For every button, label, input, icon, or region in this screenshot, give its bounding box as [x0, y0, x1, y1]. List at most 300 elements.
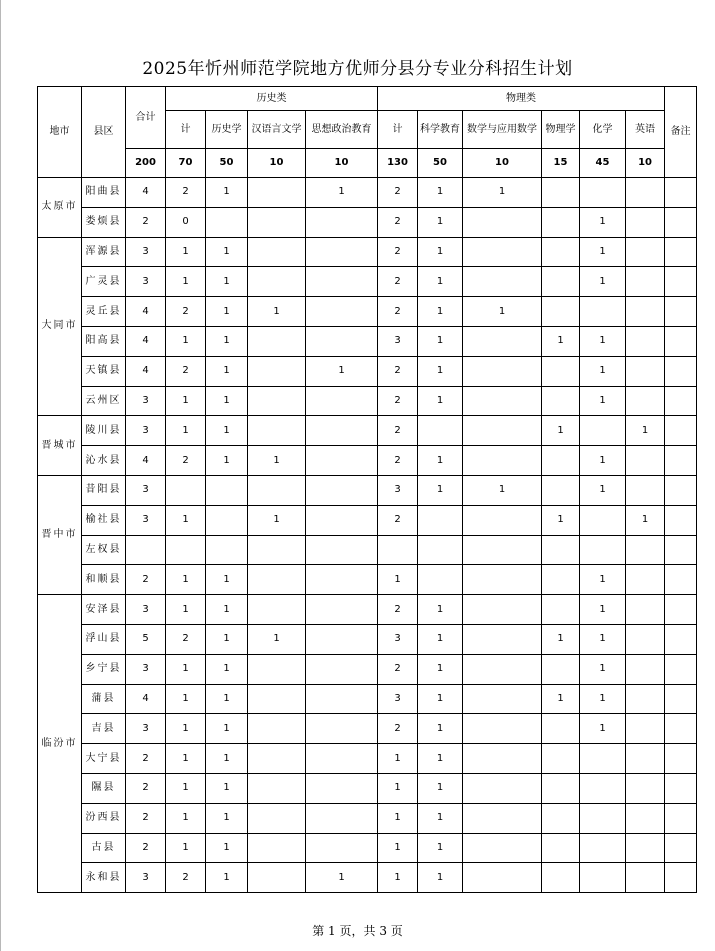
quota-cell: 2 — [378, 595, 418, 625]
header-total: 合计 — [126, 87, 166, 149]
quota-cell: 1 — [378, 833, 418, 863]
quota-cell: 3 — [126, 863, 166, 893]
quota-cell: 2 — [126, 803, 166, 833]
county-cell: 古县 — [82, 833, 126, 863]
quota-cell — [626, 326, 665, 356]
quota-cell — [626, 684, 665, 714]
quota-cell — [463, 386, 542, 416]
table-row — [38, 595, 697, 625]
quota-cell: 2 — [126, 833, 166, 863]
quota-cell: 1 — [418, 684, 463, 714]
quota-cell: 2 — [166, 863, 206, 893]
city-cell: 晋中市 — [38, 475, 82, 594]
quota-cell: 1 — [580, 595, 626, 625]
quota-cell: 1 — [248, 624, 306, 654]
quota-cell: 1 — [206, 833, 248, 863]
quota-cell — [306, 773, 378, 803]
quota-cell — [580, 863, 626, 893]
quota-cell: 3 — [126, 595, 166, 625]
county-cell: 阳曲县 — [82, 178, 126, 208]
quota-cell — [542, 297, 580, 327]
remarks-cell — [665, 684, 697, 714]
city-cell: 临汾市 — [38, 595, 82, 893]
remarks-cell — [665, 207, 697, 237]
remarks-cell — [665, 267, 697, 297]
quota-cell: 1 — [166, 833, 206, 863]
quota-cell: 1 — [580, 356, 626, 386]
quota-cell: 1 — [580, 326, 626, 356]
quota-cell: 1 — [542, 624, 580, 654]
county-cell: 天镇县 — [82, 356, 126, 386]
table-row — [38, 624, 697, 654]
quota-cell: 1 — [166, 684, 206, 714]
table-row — [38, 773, 697, 803]
quota-cell — [248, 416, 306, 446]
quota-cell: 1 — [463, 178, 542, 208]
total-value: 15 — [542, 149, 580, 178]
quota-cell: 1 — [542, 416, 580, 446]
quota-cell — [248, 207, 306, 237]
quota-cell — [580, 833, 626, 863]
quota-cell — [542, 237, 580, 267]
quota-cell — [542, 386, 580, 416]
quota-cell — [580, 505, 626, 535]
remarks-cell — [665, 535, 697, 565]
table-row — [38, 654, 697, 684]
quota-cell: 2 — [378, 386, 418, 416]
quota-cell — [542, 863, 580, 893]
quota-cell: 2 — [378, 356, 418, 386]
quota-cell: 5 — [126, 624, 166, 654]
quota-cell — [306, 803, 378, 833]
quota-cell: 1 — [206, 863, 248, 893]
city-cell: 晋城市 — [38, 416, 82, 476]
quota-cell: 1 — [418, 237, 463, 267]
remarks-cell — [665, 386, 697, 416]
quota-cell — [206, 505, 248, 535]
quota-cell — [463, 505, 542, 535]
quota-cell — [306, 833, 378, 863]
total-value: 130 — [378, 149, 418, 178]
quota-cell — [306, 535, 378, 565]
total-value: 10 — [306, 149, 378, 178]
header-history-major: 历史学 — [206, 111, 248, 149]
quota-cell — [248, 237, 306, 267]
quota-cell — [463, 356, 542, 386]
total-value: 10 — [626, 149, 665, 178]
quota-cell: 0 — [166, 207, 206, 237]
remarks-cell — [665, 565, 697, 595]
table-row — [38, 714, 697, 744]
remarks-cell — [665, 773, 697, 803]
quota-cell — [463, 654, 542, 684]
quota-cell — [306, 267, 378, 297]
quota-cell — [166, 475, 206, 505]
quota-cell — [418, 565, 463, 595]
total-value: 10 — [248, 149, 306, 178]
quota-cell: 4 — [126, 684, 166, 714]
quota-cell: 1 — [418, 207, 463, 237]
quota-cell: 2 — [378, 267, 418, 297]
quota-cell — [542, 207, 580, 237]
quota-cell: 1 — [418, 863, 463, 893]
quota-cell — [463, 535, 542, 565]
quota-cell — [626, 267, 665, 297]
quota-cell — [626, 803, 665, 833]
quota-cell — [248, 803, 306, 833]
quota-cell — [626, 744, 665, 774]
quota-cell — [248, 535, 306, 565]
quota-cell — [542, 178, 580, 208]
quota-cell: 1 — [542, 684, 580, 714]
quota-cell — [463, 744, 542, 774]
quota-cell: 1 — [206, 356, 248, 386]
quota-cell — [626, 207, 665, 237]
quota-cell — [580, 744, 626, 774]
header-chinese-literature: 汉语言文学 — [248, 111, 306, 149]
quota-cell — [306, 386, 378, 416]
quota-cell — [580, 178, 626, 208]
header-county: 县区 — [82, 87, 126, 178]
header-remarks: 备注 — [665, 87, 697, 178]
table-row — [38, 178, 697, 208]
quota-cell: 3 — [126, 386, 166, 416]
quota-cell — [626, 624, 665, 654]
table-row — [38, 446, 697, 476]
remarks-cell — [665, 326, 697, 356]
quota-cell — [418, 416, 463, 446]
table-row — [38, 416, 697, 446]
quota-cell: 1 — [206, 446, 248, 476]
quota-cell: 1 — [378, 803, 418, 833]
table-row — [38, 326, 697, 356]
header-physics-major: 物理学 — [542, 111, 580, 149]
quota-cell — [248, 714, 306, 744]
quota-cell: 2 — [166, 356, 206, 386]
quota-cell: 3 — [126, 475, 166, 505]
quota-cell — [626, 356, 665, 386]
quota-cell: 1 — [418, 833, 463, 863]
quota-cell: 1 — [378, 565, 418, 595]
quota-cell: 2 — [378, 237, 418, 267]
quota-cell — [542, 654, 580, 684]
quota-cell: 1 — [206, 267, 248, 297]
quota-cell — [306, 207, 378, 237]
quota-cell — [378, 535, 418, 565]
county-cell: 隰县 — [82, 773, 126, 803]
table-row — [38, 356, 697, 386]
quota-cell: 1 — [378, 744, 418, 774]
quota-cell — [306, 565, 378, 595]
quota-cell: 1 — [166, 565, 206, 595]
quota-cell — [166, 535, 206, 565]
quota-cell: 1 — [166, 416, 206, 446]
quota-cell — [626, 178, 665, 208]
remarks-cell — [665, 297, 697, 327]
header-mathematics: 数学与应用数学 — [463, 111, 542, 149]
county-cell: 安泽县 — [82, 595, 126, 625]
quota-cell: 2 — [166, 178, 206, 208]
quota-cell — [626, 833, 665, 863]
quota-cell: 1 — [542, 326, 580, 356]
quota-cell: 1 — [166, 595, 206, 625]
county-cell: 浮山县 — [82, 624, 126, 654]
quota-cell: 1 — [580, 714, 626, 744]
quota-cell: 2 — [166, 446, 206, 476]
quota-cell — [463, 624, 542, 654]
quota-cell: 3 — [126, 237, 166, 267]
quota-cell: 1 — [166, 326, 206, 356]
quota-cell: 1 — [206, 386, 248, 416]
quota-cell: 1 — [166, 237, 206, 267]
table-row — [38, 297, 697, 327]
quota-cell: 3 — [126, 505, 166, 535]
quota-cell: 1 — [580, 237, 626, 267]
quota-cell — [248, 267, 306, 297]
quota-cell — [626, 475, 665, 505]
quota-cell: 2 — [378, 416, 418, 446]
county-cell: 广灵县 — [82, 267, 126, 297]
quota-cell: 1 — [418, 803, 463, 833]
header-physics-group: 物理类 — [378, 87, 665, 111]
quota-cell — [248, 565, 306, 595]
quota-cell: 3 — [126, 714, 166, 744]
header-history-subtotal: 计 — [166, 111, 206, 149]
quota-cell: 1 — [206, 654, 248, 684]
quota-cell: 2 — [166, 624, 206, 654]
quota-cell — [206, 207, 248, 237]
header-science-education: 科学教育 — [418, 111, 463, 149]
header-chemistry: 化学 — [580, 111, 626, 149]
quota-cell — [418, 535, 463, 565]
quota-cell — [542, 356, 580, 386]
quota-cell: 2 — [378, 207, 418, 237]
table-row — [38, 475, 697, 505]
quota-cell — [542, 267, 580, 297]
header-physics-subtotal: 计 — [378, 111, 418, 149]
quota-cell — [626, 535, 665, 565]
county-cell: 汾西县 — [82, 803, 126, 833]
quota-cell: 1 — [166, 654, 206, 684]
quota-cell: 1 — [206, 416, 248, 446]
quota-cell — [463, 773, 542, 803]
county-cell: 蒲县 — [82, 684, 126, 714]
quota-cell: 3 — [126, 416, 166, 446]
quota-cell: 3 — [378, 624, 418, 654]
quota-cell — [248, 773, 306, 803]
quota-cell — [306, 654, 378, 684]
county-cell: 娄烦县 — [82, 207, 126, 237]
quota-cell — [206, 475, 248, 505]
quota-cell — [248, 178, 306, 208]
quota-cell — [418, 505, 463, 535]
county-cell: 左权县 — [82, 535, 126, 565]
quota-cell: 1 — [378, 773, 418, 803]
quota-cell: 1 — [418, 446, 463, 476]
quota-cell: 1 — [248, 505, 306, 535]
quota-cell — [542, 446, 580, 476]
quota-cell: 1 — [580, 267, 626, 297]
quota-cell: 1 — [418, 744, 463, 774]
quota-cell: 2 — [126, 207, 166, 237]
quota-cell — [542, 595, 580, 625]
quota-cell — [463, 833, 542, 863]
quota-cell — [248, 595, 306, 625]
total-value: 70 — [166, 149, 206, 178]
county-cell: 昔阳县 — [82, 475, 126, 505]
quota-cell: 1 — [306, 356, 378, 386]
quota-cell: 2 — [126, 744, 166, 774]
quota-cell: 1 — [166, 773, 206, 803]
quota-cell — [306, 624, 378, 654]
county-cell: 云州区 — [82, 386, 126, 416]
remarks-cell — [665, 356, 697, 386]
quota-cell — [248, 356, 306, 386]
quota-cell: 1 — [580, 446, 626, 476]
remarks-cell — [665, 714, 697, 744]
quota-cell: 1 — [418, 326, 463, 356]
remarks-cell — [665, 833, 697, 863]
header-city: 地市 — [38, 87, 82, 178]
remarks-cell — [665, 595, 697, 625]
quota-cell: 1 — [248, 446, 306, 476]
city-cell: 太原市 — [38, 178, 82, 238]
quota-cell — [463, 446, 542, 476]
quota-cell — [463, 714, 542, 744]
quota-cell — [542, 714, 580, 744]
quota-cell — [580, 297, 626, 327]
county-cell: 乡宁县 — [82, 654, 126, 684]
quota-cell: 1 — [418, 773, 463, 803]
total-value: 50 — [206, 149, 248, 178]
total-value: 10 — [463, 149, 542, 178]
quota-cell — [626, 714, 665, 744]
quota-cell: 1 — [626, 505, 665, 535]
quota-cell: 1 — [418, 386, 463, 416]
quota-cell — [248, 475, 306, 505]
quota-cell — [463, 267, 542, 297]
quota-cell — [626, 565, 665, 595]
quota-cell — [463, 803, 542, 833]
table-row — [38, 803, 697, 833]
quota-cell: 1 — [418, 595, 463, 625]
quota-cell — [463, 863, 542, 893]
quota-cell: 1 — [166, 505, 206, 535]
remarks-cell — [665, 446, 697, 476]
quota-cell — [626, 773, 665, 803]
quota-cell — [463, 595, 542, 625]
quota-cell: 1 — [206, 297, 248, 327]
quota-cell — [626, 446, 665, 476]
quota-cell — [306, 684, 378, 714]
quota-cell — [306, 237, 378, 267]
quota-cell — [463, 326, 542, 356]
table-row — [38, 863, 697, 893]
total-value: 200 — [126, 149, 166, 178]
quota-cell — [248, 326, 306, 356]
remarks-cell — [665, 475, 697, 505]
county-cell: 阳高县 — [82, 326, 126, 356]
quota-cell: 4 — [126, 446, 166, 476]
quota-cell — [248, 833, 306, 863]
page-footer: 第 1 页，共 3 页 — [312, 924, 403, 938]
header-political-education: 思想政治教育 — [306, 111, 378, 149]
quota-cell — [580, 416, 626, 446]
county-cell: 灵丘县 — [82, 297, 126, 327]
quota-cell: 2 — [126, 565, 166, 595]
county-cell: 沁水县 — [82, 446, 126, 476]
quota-cell — [542, 475, 580, 505]
quota-cell: 1 — [206, 326, 248, 356]
quota-cell — [306, 297, 378, 327]
quota-cell — [463, 416, 542, 446]
quota-cell: 1 — [418, 714, 463, 744]
quota-cell: 1 — [418, 624, 463, 654]
quota-cell: 1 — [166, 267, 206, 297]
quota-cell: 2 — [378, 446, 418, 476]
county-cell: 浑源县 — [82, 237, 126, 267]
quota-cell — [463, 565, 542, 595]
quota-cell: 1 — [206, 773, 248, 803]
quota-cell: 1 — [206, 595, 248, 625]
quota-cell: 1 — [542, 505, 580, 535]
quota-cell — [463, 237, 542, 267]
document-title: 2025年忻州师范学院地方优师分县分专业分科招生计划 — [142, 59, 573, 79]
quota-cell — [248, 684, 306, 714]
quota-cell — [306, 416, 378, 446]
remarks-cell — [665, 237, 697, 267]
table-row — [38, 505, 697, 535]
table-row — [38, 833, 697, 863]
quota-cell: 2 — [378, 714, 418, 744]
quota-cell: 1 — [306, 178, 378, 208]
quota-cell — [248, 654, 306, 684]
page-left-edge — [0, 0, 1, 951]
quota-cell: 1 — [463, 475, 542, 505]
quota-cell: 1 — [580, 207, 626, 237]
quota-cell: 1 — [166, 714, 206, 744]
county-cell: 大宁县 — [82, 744, 126, 774]
county-cell: 陵川县 — [82, 416, 126, 446]
remarks-cell — [665, 863, 697, 893]
quota-cell: 1 — [378, 863, 418, 893]
quota-cell: 1 — [418, 297, 463, 327]
quota-cell — [626, 297, 665, 327]
quota-cell: 1 — [418, 267, 463, 297]
quota-cell: 2 — [166, 297, 206, 327]
quota-cell: 2 — [378, 654, 418, 684]
enrollment-plan-table — [37, 86, 697, 893]
quota-cell — [542, 565, 580, 595]
quota-cell — [580, 773, 626, 803]
quota-cell — [626, 863, 665, 893]
quota-cell: 4 — [126, 297, 166, 327]
quota-cell: 1 — [626, 416, 665, 446]
quota-cell: 1 — [418, 178, 463, 208]
quota-cell: 1 — [206, 684, 248, 714]
quota-cell: 4 — [126, 356, 166, 386]
quota-cell — [206, 535, 248, 565]
quota-cell — [306, 505, 378, 535]
header-english: 英语 — [626, 111, 665, 149]
quota-cell: 1 — [418, 654, 463, 684]
county-cell: 永和县 — [82, 863, 126, 893]
quota-cell — [542, 744, 580, 774]
quota-cell — [542, 535, 580, 565]
remarks-cell — [665, 624, 697, 654]
quota-cell: 1 — [206, 744, 248, 774]
quota-cell — [126, 535, 166, 565]
